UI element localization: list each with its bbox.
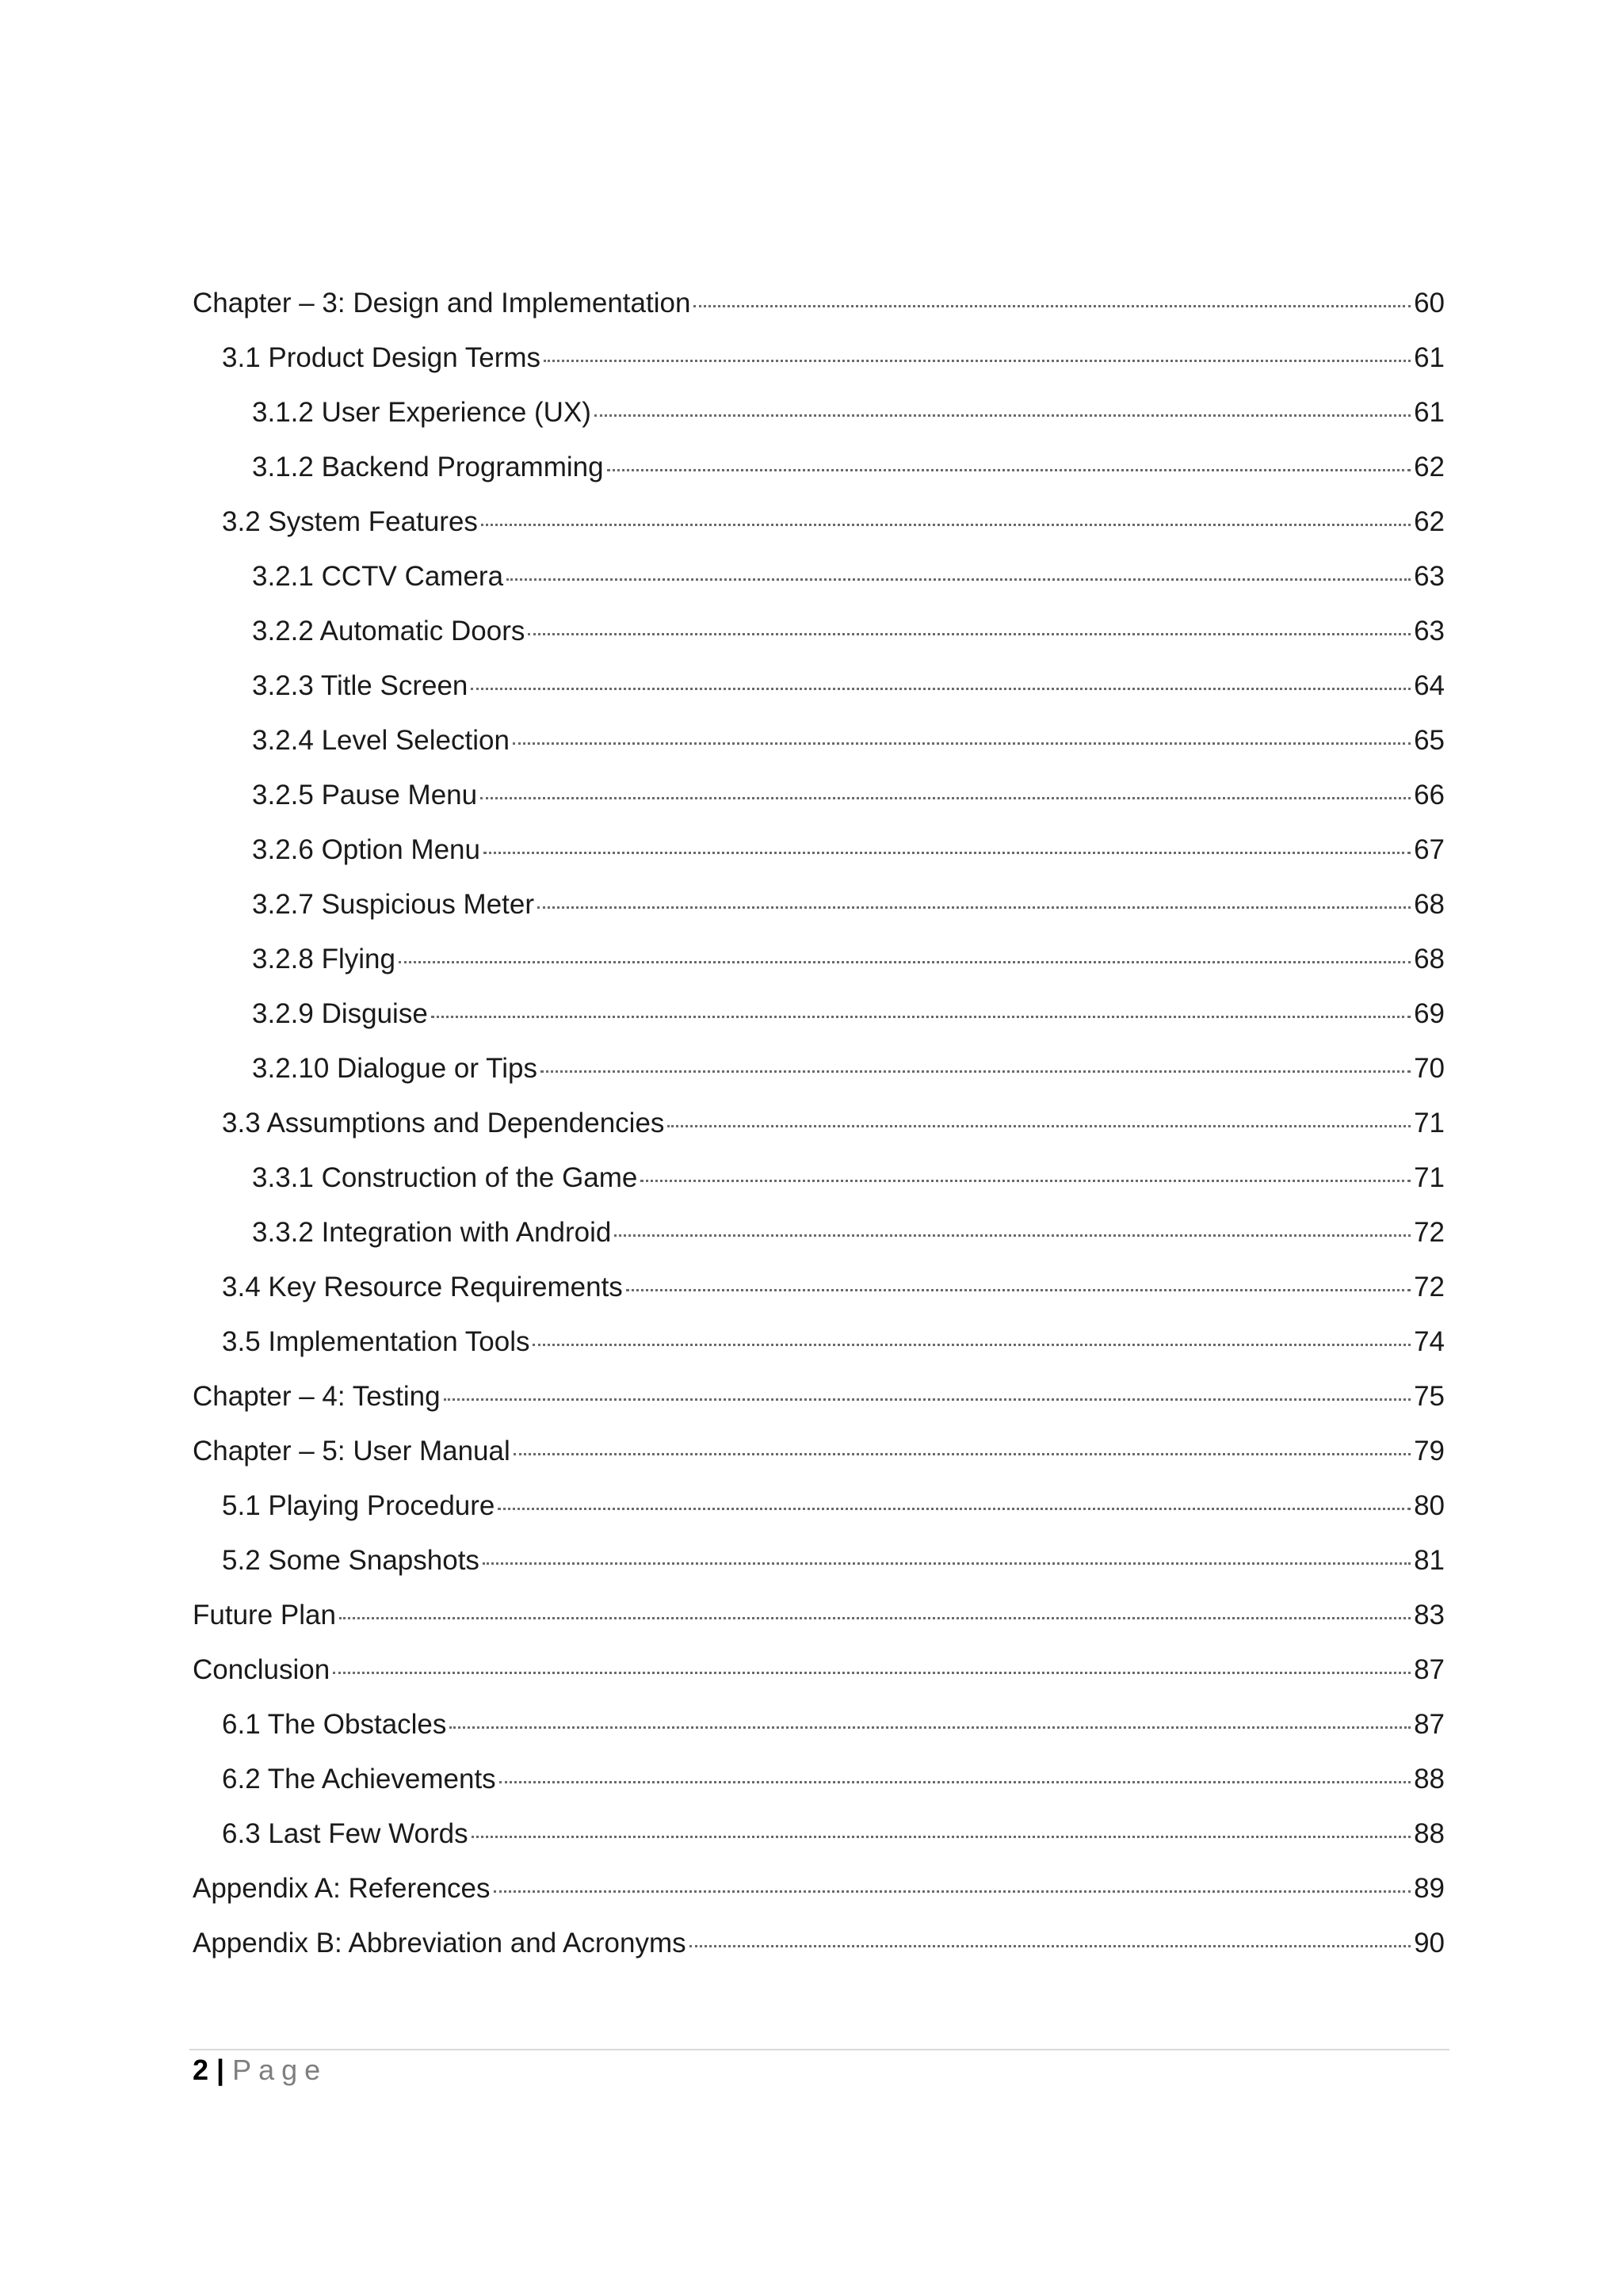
- toc-entry[interactable]: [193, 834, 1445, 889]
- toc-dot-leader: [499, 1781, 1411, 1783]
- toc-entry[interactable]: [193, 1053, 1445, 1108]
- toc-entry-title: 3.2.2 Automatic Doors: [252, 616, 525, 646]
- toc-dot-leader: [444, 1398, 1411, 1401]
- toc-entry[interactable]: [193, 1654, 1445, 1709]
- toc-entry[interactable]: [193, 342, 1445, 397]
- toc-entry-title: Future Plan: [193, 1600, 336, 1630]
- toc-entry[interactable]: [193, 889, 1445, 944]
- toc-dot-leader: [431, 1016, 1411, 1018]
- toc-dot-leader: [483, 852, 1411, 854]
- toc-dot-leader: [626, 1289, 1411, 1291]
- toc-entry-page-number: 64: [1414, 670, 1445, 701]
- toc-entry-title: 3.1.2 Backend Programming: [252, 452, 604, 482]
- toc-entry-page-number: 60: [1414, 288, 1445, 318]
- toc-entry-title: Conclusion: [193, 1654, 330, 1685]
- toc-dot-leader: [481, 524, 1411, 526]
- toc-entry-page-number: 61: [1414, 342, 1445, 373]
- toc-entry[interactable]: [193, 1490, 1445, 1545]
- toc-dot-leader: [399, 961, 1411, 963]
- toc-entry-title: Chapter – 3: Design and Implementation: [193, 288, 691, 318]
- toc-dot-leader: [540, 1070, 1411, 1073]
- toc-entry[interactable]: [193, 452, 1445, 506]
- toc-entry-title: 3.2.8 Flying: [252, 944, 395, 974]
- toc-entry-page-number: 80: [1414, 1490, 1445, 1521]
- toc-entry[interactable]: [193, 561, 1445, 616]
- footer-divider: [189, 2049, 1449, 2050]
- toc-entry[interactable]: [193, 1108, 1445, 1162]
- toc-entry[interactable]: [193, 1272, 1445, 1326]
- toc-dot-leader: [533, 1344, 1411, 1346]
- toc-entry[interactable]: [193, 1326, 1445, 1381]
- toc-entry[interactable]: [193, 506, 1445, 561]
- toc-entry-title: 3.1 Product Design Terms: [222, 342, 541, 373]
- toc-entry[interactable]: [193, 616, 1445, 670]
- table-of-contents: [193, 288, 1445, 1982]
- toc-entry-page-number: 68: [1414, 889, 1445, 920]
- toc-entry-page-number: 65: [1414, 725, 1445, 756]
- toc-dot-leader: [689, 1945, 1411, 1947]
- toc-entry[interactable]: [193, 944, 1445, 998]
- toc-dot-leader: [506, 578, 1411, 581]
- toc-entry-title: 3.3.2 Integration with Android: [252, 1217, 612, 1248]
- toc-dot-leader: [537, 906, 1411, 909]
- toc-entry[interactable]: [193, 1436, 1445, 1490]
- toc-entry[interactable]: [193, 998, 1445, 1053]
- toc-entry-page-number: 72: [1414, 1272, 1445, 1302]
- toc-entry-page-number: 62: [1414, 452, 1445, 482]
- toc-dot-leader: [333, 1672, 1411, 1674]
- toc-entry-page-number: 90: [1414, 1928, 1445, 1958]
- toc-entry[interactable]: [193, 670, 1445, 725]
- toc-entry[interactable]: [193, 1873, 1445, 1928]
- toc-entry-page-number: 83: [1414, 1600, 1445, 1630]
- footer-page-label: Page: [232, 2054, 328, 2086]
- toc-dot-leader: [528, 633, 1411, 635]
- toc-entry-page-number: 68: [1414, 944, 1445, 974]
- toc-entry[interactable]: [193, 1381, 1445, 1436]
- toc-entry-page-number: 71: [1414, 1108, 1445, 1138]
- toc-entry[interactable]: [193, 1162, 1445, 1217]
- toc-entry-title: 3.2.7 Suspicious Meter: [252, 889, 535, 920]
- toc-entry[interactable]: [193, 397, 1445, 452]
- toc-entry-page-number: 88: [1414, 1818, 1445, 1849]
- toc-entry-title: 6.2 The Achievements: [222, 1764, 496, 1794]
- toc-dot-leader: [339, 1617, 1411, 1619]
- toc-entry[interactable]: [193, 1545, 1445, 1600]
- toc-dot-leader: [594, 414, 1411, 417]
- toc-entry-title: 5.2 Some Snapshots: [222, 1545, 479, 1576]
- toc-entry-title: 3.5 Implementation Tools: [222, 1326, 530, 1357]
- toc-dot-leader: [471, 688, 1411, 690]
- toc-entry-title: 3.2.6 Option Menu: [252, 834, 480, 865]
- toc-entry-title: Chapter – 5: User Manual: [193, 1436, 510, 1466]
- toc-entry-title: 3.4 Key Resource Requirements: [222, 1272, 623, 1302]
- toc-entry[interactable]: [193, 1764, 1445, 1818]
- toc-entry[interactable]: [193, 288, 1445, 342]
- toc-entry-title: Chapter – 4: Testing: [193, 1381, 441, 1412]
- toc-entry-page-number: 74: [1414, 1326, 1445, 1357]
- toc-entry-page-number: 63: [1414, 561, 1445, 592]
- toc-entry-page-number: 62: [1414, 506, 1445, 537]
- toc-entry-page-number: 67: [1414, 834, 1445, 865]
- toc-entry[interactable]: [193, 1818, 1445, 1873]
- footer-separator: |: [216, 2054, 225, 2086]
- toc-entry-title: 3.3.1 Construction of the Game: [252, 1162, 638, 1193]
- toc-entry-page-number: 70: [1414, 1053, 1445, 1084]
- toc-dot-leader: [472, 1836, 1411, 1838]
- toc-dot-leader: [607, 469, 1411, 471]
- toc-entry-page-number: 87: [1414, 1709, 1445, 1740]
- toc-entry-title: 3.2.5 Pause Menu: [252, 780, 478, 810]
- toc-entry[interactable]: [193, 1217, 1445, 1272]
- toc-entry-page-number: 87: [1414, 1654, 1445, 1685]
- toc-entry-title: 3.2.3 Title Screen: [252, 670, 468, 701]
- toc-dot-leader: [494, 1890, 1411, 1893]
- toc-entry-title: 3.2.10 Dialogue or Tips: [252, 1053, 537, 1084]
- toc-dot-leader: [498, 1508, 1411, 1510]
- toc-entry-title: 3.3 Assumptions and Dependencies: [222, 1108, 665, 1138]
- toc-dot-leader: [693, 305, 1411, 307]
- footer-page-number: 2: [193, 2054, 209, 2086]
- toc-dot-leader: [480, 797, 1411, 799]
- toc-entry-page-number: 88: [1414, 1764, 1445, 1794]
- toc-entry-page-number: 89: [1414, 1873, 1445, 1904]
- toc-entry-page-number: 75: [1414, 1381, 1445, 1412]
- toc-entry-page-number: 69: [1414, 998, 1445, 1029]
- toc-entry[interactable]: [193, 725, 1445, 780]
- toc-entry-title: 3.2.9 Disguise: [252, 998, 428, 1029]
- toc-entry-title: Appendix A: References: [193, 1873, 491, 1904]
- toc-dot-leader: [544, 360, 1411, 362]
- toc-entry-title: 3.2.1 CCTV Camera: [252, 561, 504, 592]
- toc-entry-page-number: 61: [1414, 397, 1445, 428]
- toc-entry-title: Appendix B: Abbreviation and Acronyms: [193, 1928, 686, 1958]
- toc-entry-page-number: 72: [1414, 1217, 1445, 1248]
- toc-entry-title: 3.2 System Features: [222, 506, 478, 537]
- page-footer: [193, 2053, 327, 2088]
- toc-entry-page-number: 81: [1414, 1545, 1445, 1576]
- toc-entry-page-number: 71: [1414, 1162, 1445, 1193]
- toc-entry-page-number: 79: [1414, 1436, 1445, 1466]
- toc-entry-title: 3.1.2 User Experience (UX): [252, 397, 591, 428]
- toc-entry[interactable]: [193, 1928, 1445, 1982]
- toc-entry-page-number: 63: [1414, 616, 1445, 646]
- toc-entry[interactable]: [193, 1600, 1445, 1654]
- toc-dot-leader: [614, 1234, 1411, 1237]
- toc-dot-leader: [513, 742, 1411, 745]
- toc-dot-leader: [514, 1453, 1411, 1455]
- toc-dot-leader: [483, 1562, 1411, 1565]
- toc-dot-leader: [640, 1180, 1411, 1182]
- toc-entry-title: 3.2.4 Level Selection: [252, 725, 510, 756]
- toc-dot-leader: [667, 1125, 1411, 1127]
- toc-dot-leader: [449, 1726, 1411, 1729]
- toc-entry-title: 5.1 Playing Procedure: [222, 1490, 495, 1521]
- toc-entry-title: 6.3 Last Few Words: [222, 1818, 468, 1849]
- toc-entry[interactable]: [193, 780, 1445, 834]
- toc-entry[interactable]: [193, 1709, 1445, 1764]
- toc-entry-title: 6.1 The Obstacles: [222, 1709, 447, 1740]
- toc-entry-page-number: 66: [1414, 780, 1445, 810]
